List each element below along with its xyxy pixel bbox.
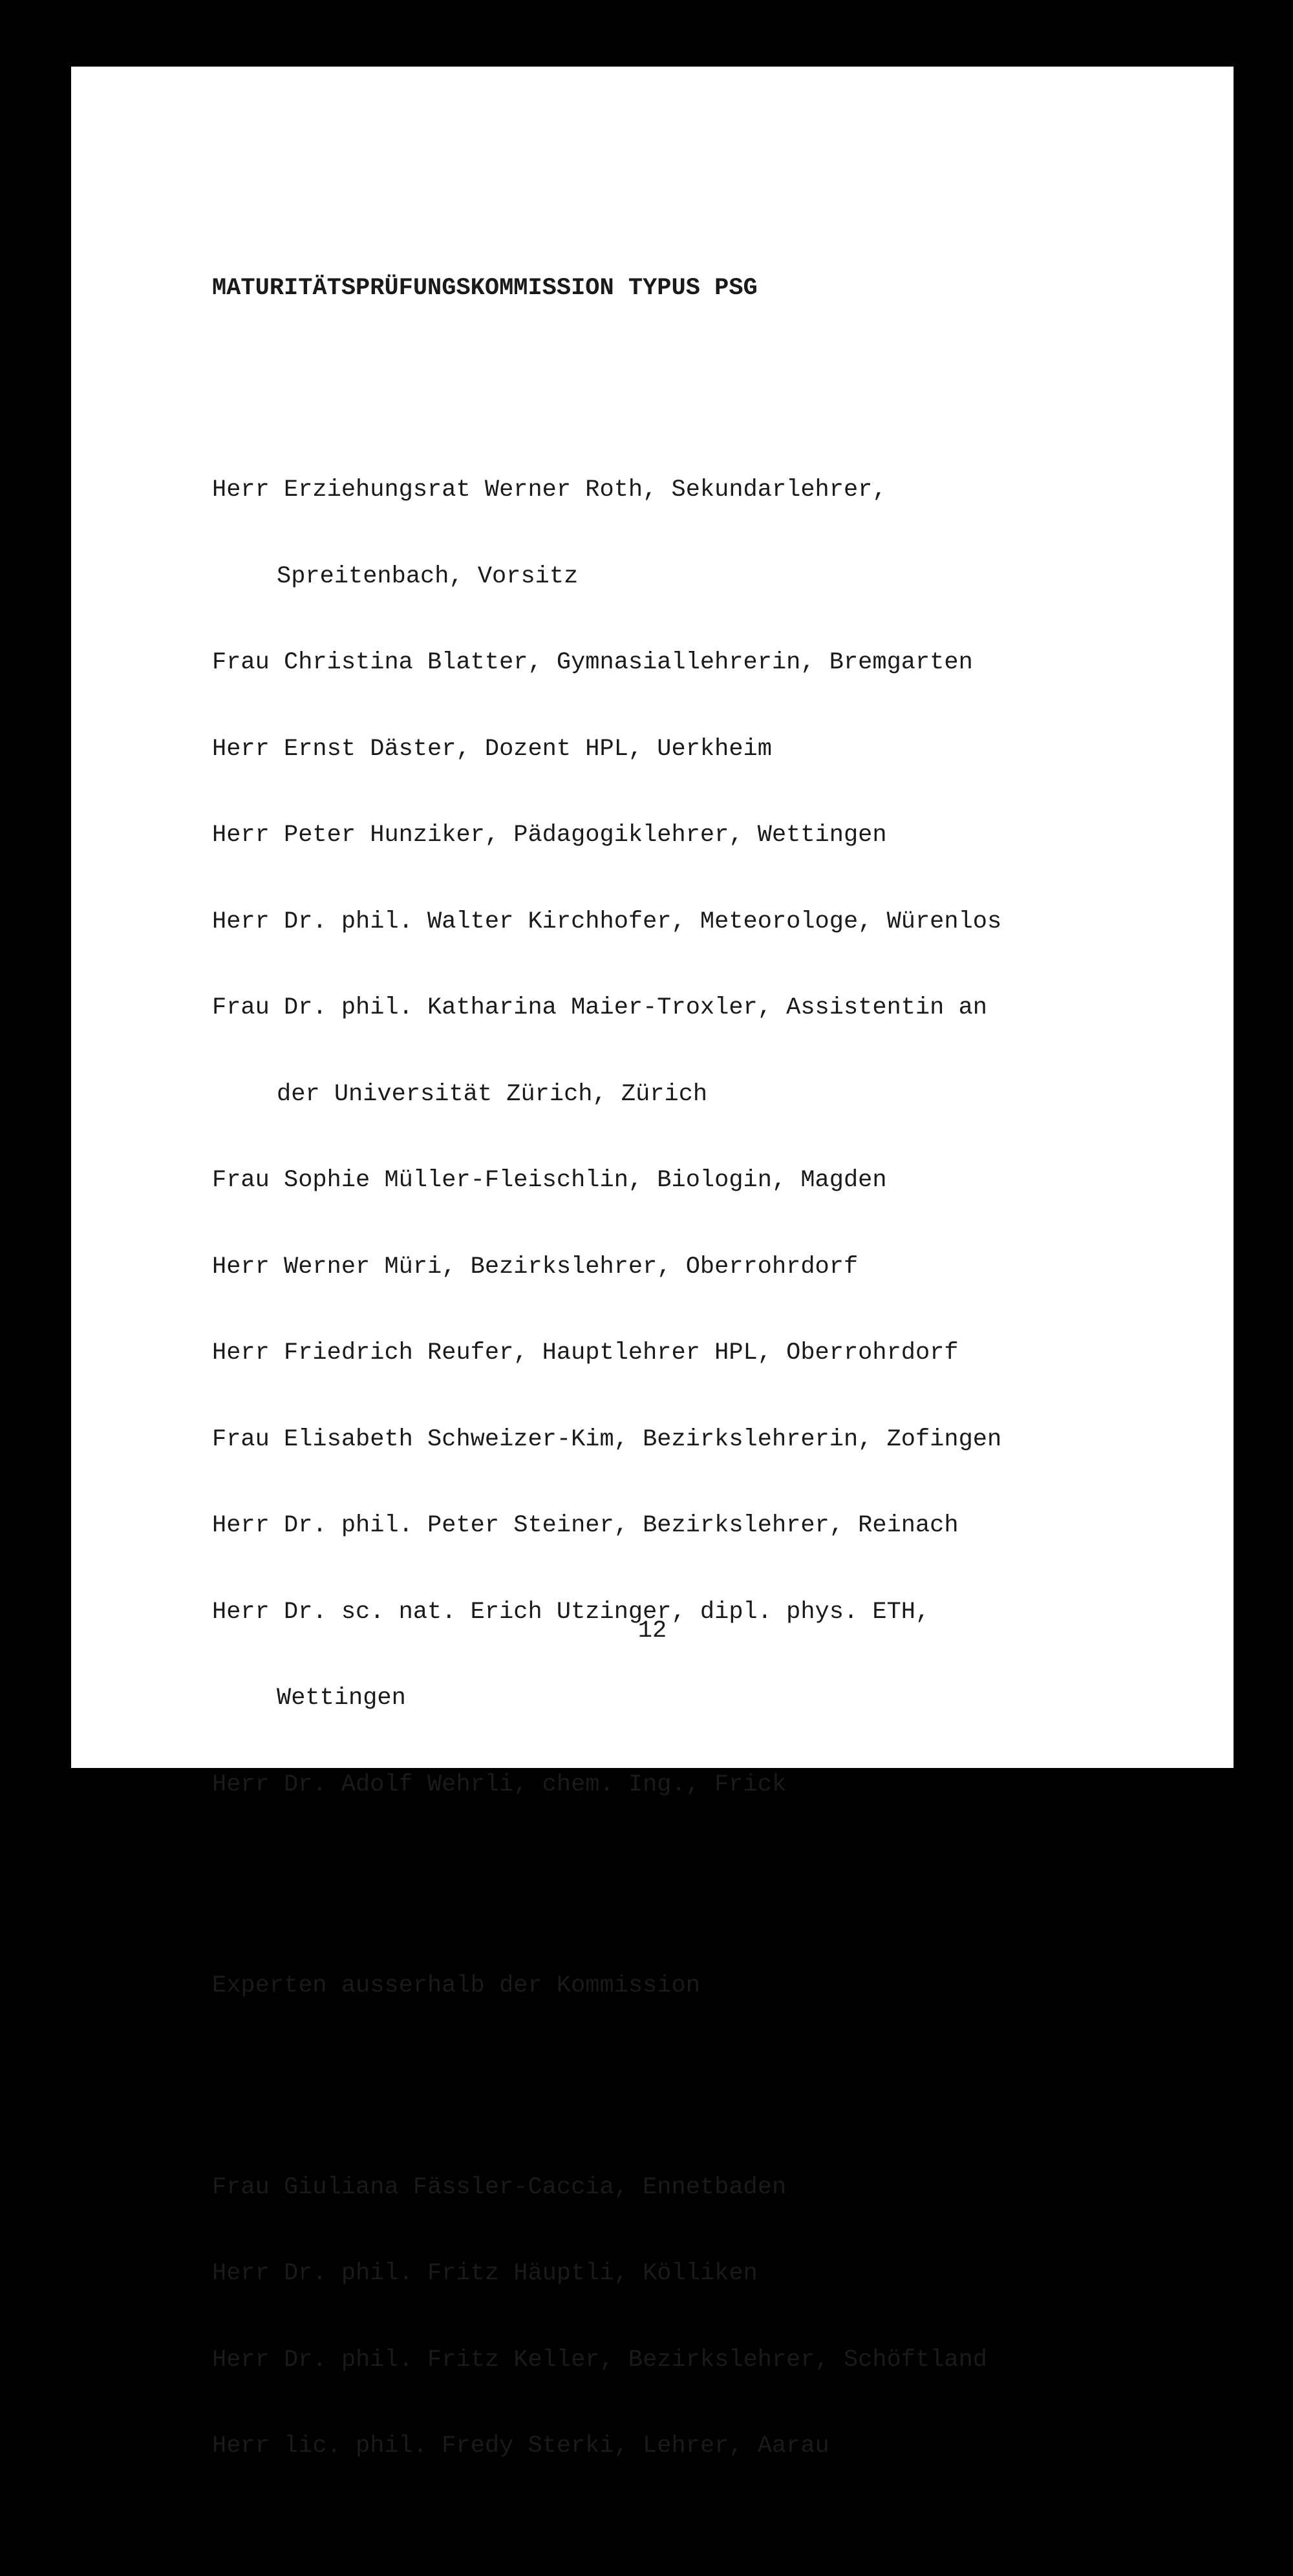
experts-list bbox=[212, 2116, 1195, 2518]
page-number: 12 bbox=[637, 1617, 667, 1645]
list-item: Frau Sophie Müller-Fleischlin, Biologin, Magden bbox=[212, 1167, 887, 1194]
list-item: Herr Dr. phil. Fritz Häuptli, Kölliken bbox=[212, 2260, 758, 2287]
document-body bbox=[212, 217, 1195, 2576]
list-item: Herr Ernst Däster, Dozent HPL, Uerkheim bbox=[212, 735, 772, 763]
experts-heading: Experten ausserhalb der Kommission bbox=[212, 1972, 700, 1999]
list-item: Herr Werner Müri, Bezirkslehrer, Oberrohrdorf bbox=[212, 1253, 859, 1281]
list-item: Herr Dr. phil. Peter Steiner, Bezirkslehrer, Reinach bbox=[212, 1512, 959, 1539]
document-page bbox=[71, 67, 1234, 2460]
list-item: Herr Dr. sc. nat. Erich Utzinger, dipl. phys. ETH, bbox=[212, 1598, 930, 1626]
list-item: Herr Dr. Adolf Wehrli, chem. Ing., Frick bbox=[212, 1771, 787, 1798]
list-item: Frau Elisabeth Schweizer-Kim, Bezirkslehrerin, Zofingen bbox=[212, 1425, 1002, 1453]
list-item-continuation: der Universität Zürich, Zürich bbox=[277, 1080, 708, 1108]
list-item: Herr Dr. phil. Fritz Keller, Bezirkslehrer, Schöftland bbox=[212, 2346, 987, 2374]
list-item-continuation: Wettingen bbox=[277, 1685, 406, 1712]
list-item: Herr Dr. phil. Walter Kirchhofer, Meteorologe, Würenlos bbox=[212, 908, 1002, 935]
list-item-continuation: Spreitenbach, Vorsitz bbox=[277, 562, 579, 590]
list-item: Frau Dr. phil. Katharina Maier-Troxler, Assistentin an bbox=[212, 994, 987, 1021]
list-item: Herr Peter Hunziker, Pädagogiklehrer, Wettingen bbox=[212, 822, 887, 849]
list-item: Frau Christina Blatter, Gymnasiallehrerin, Bremgarten bbox=[212, 649, 973, 676]
list-item: Frau Giuliana Fässler-Caccia, Ennetbaden bbox=[212, 2173, 787, 2201]
list-item: Herr lic. phil. Fredy Sterki, Lehrer, Aarau bbox=[212, 2432, 829, 2460]
page-title: MATURITÄTSPRÜFUNGSKOMMISSION TYPUS PSG bbox=[212, 275, 758, 302]
list-item: Herr Erziehungsrat Werner Roth, Sekundarlehrer, bbox=[212, 476, 887, 504]
list-item: Herr Friedrich Reufer, Hauptlehrer HPL, Oberrohrdorf bbox=[212, 1339, 959, 1367]
